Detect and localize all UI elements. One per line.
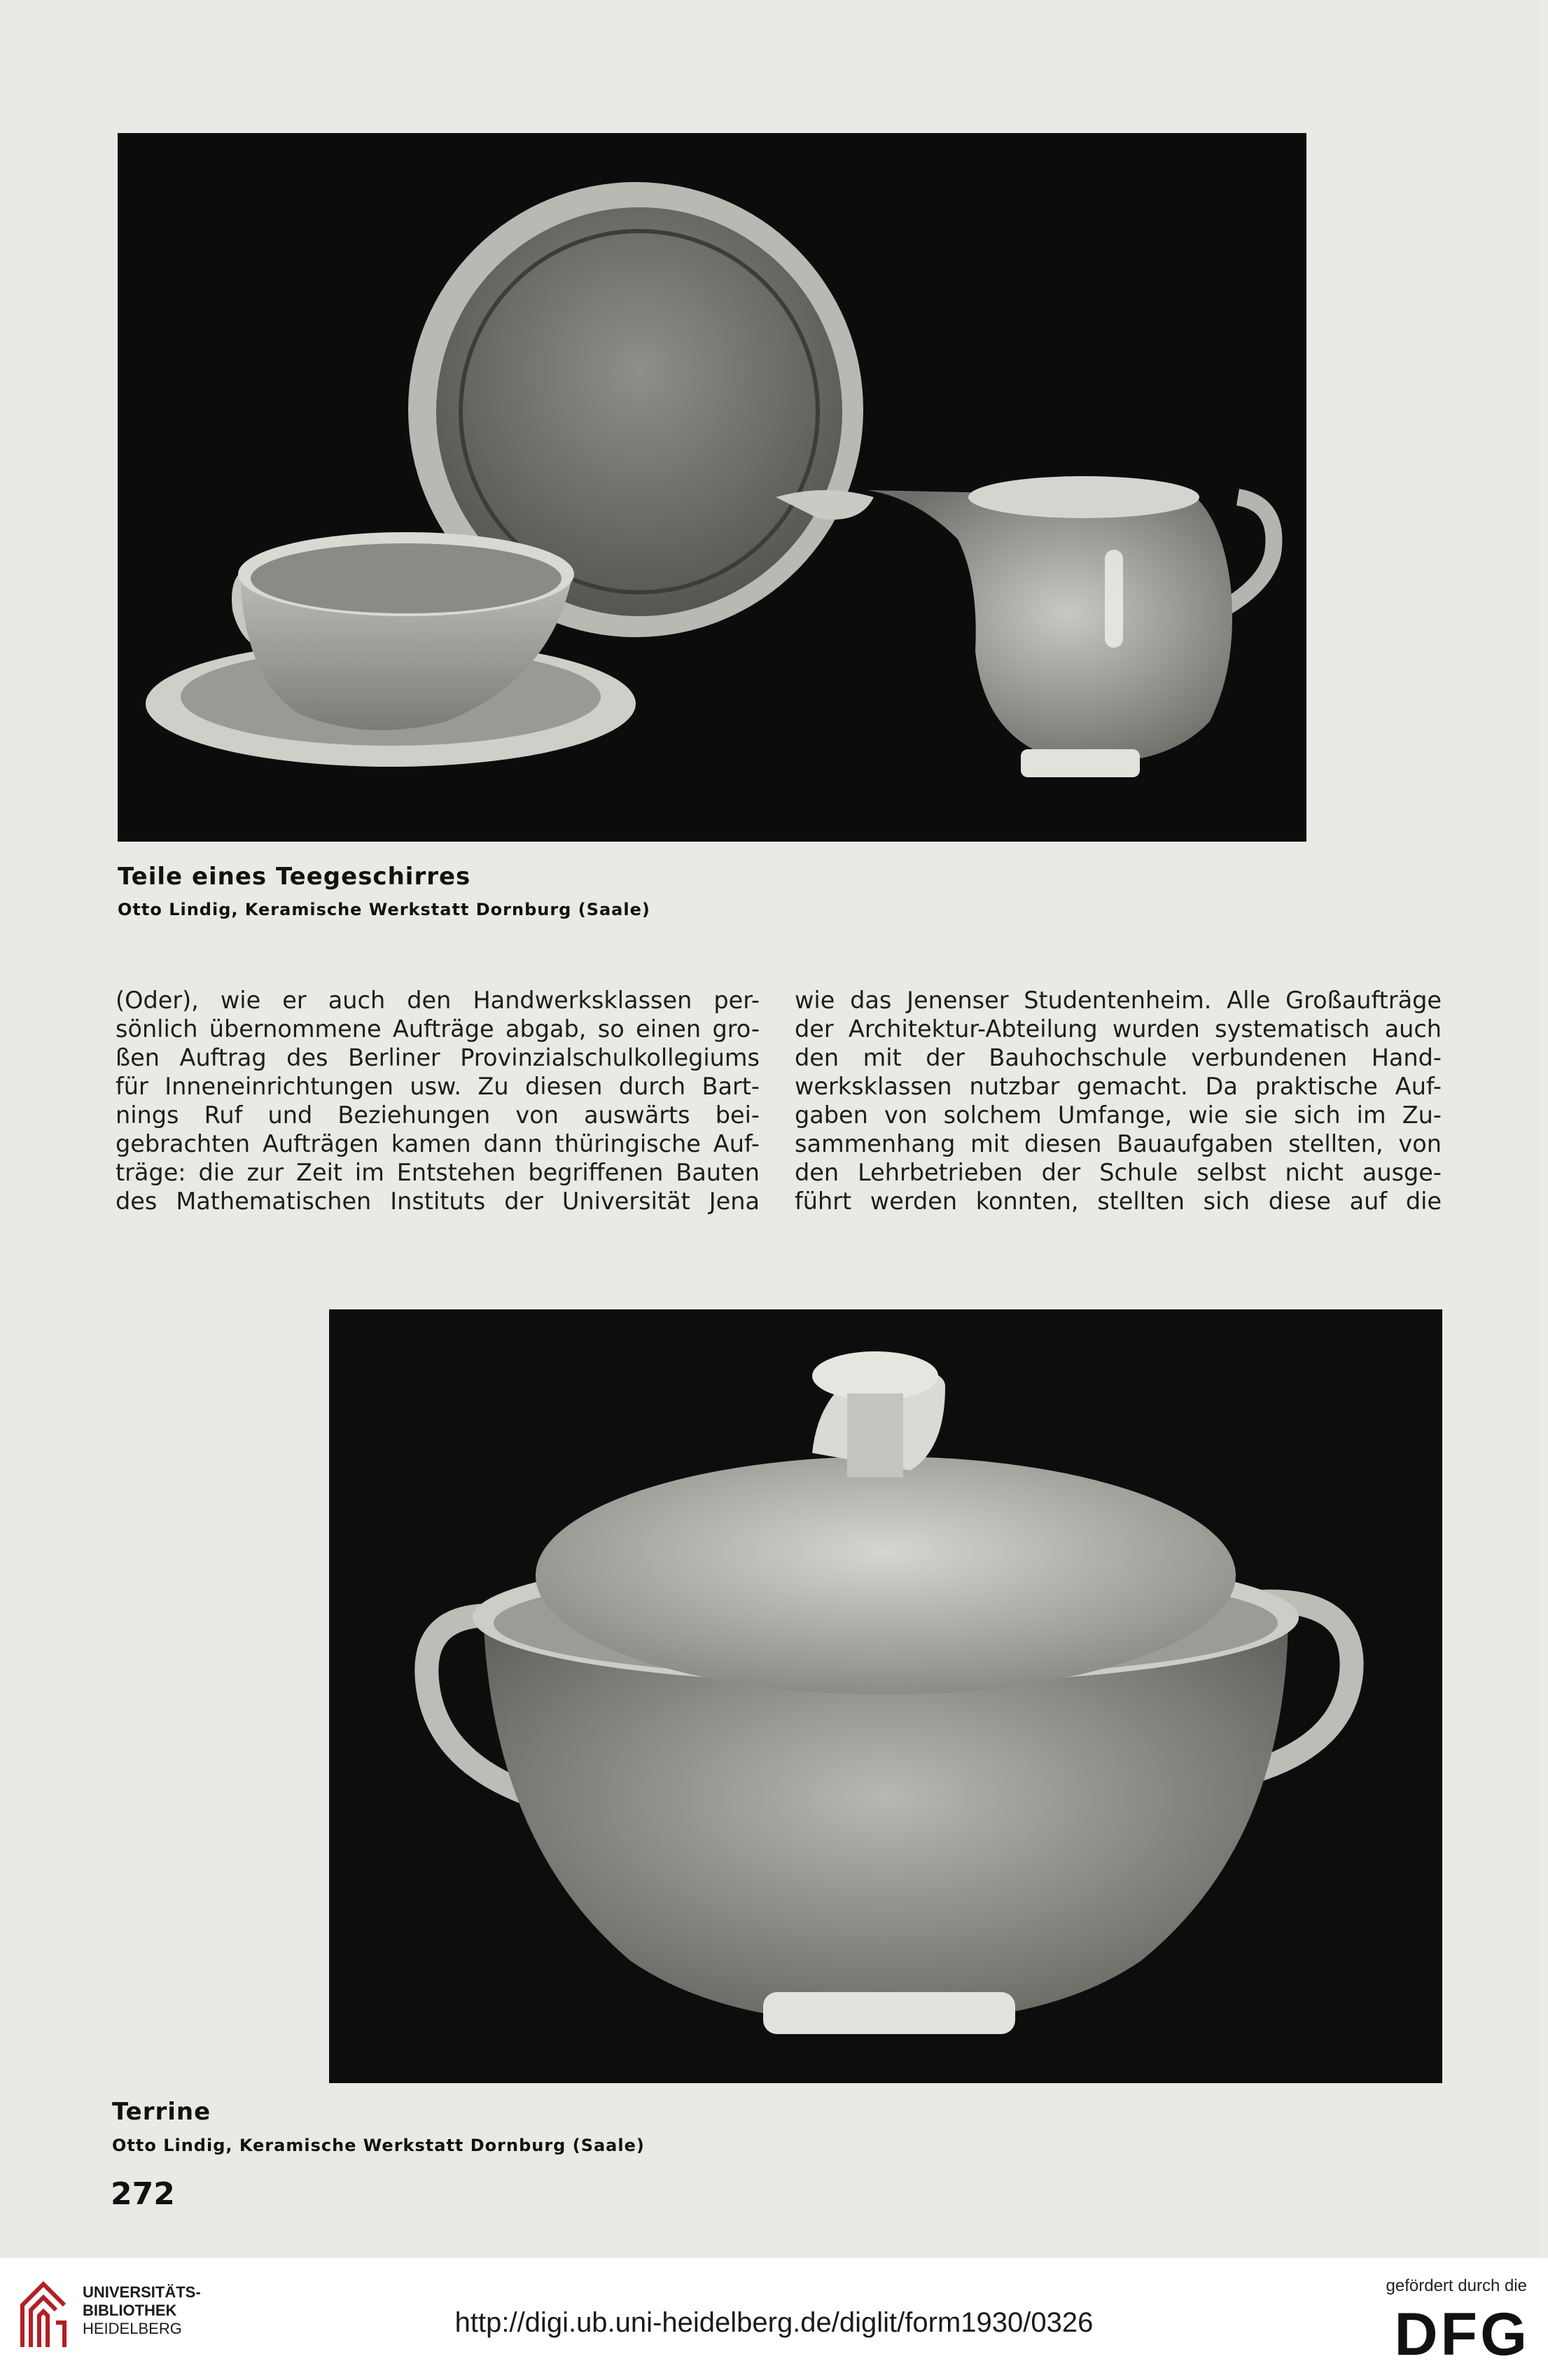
text-column-left [116, 986, 760, 1216]
figure1-caption-title: Teile eines Teegeschirres [118, 863, 471, 891]
tea-set-illustration [118, 133, 1306, 842]
text-line: (Oder), wie er auch den Handwerksklassen per- [116, 987, 760, 1014]
funding-note: gefördert durch die [1386, 2276, 1527, 2295]
tureen-illustration [329, 1309, 1442, 2083]
text-line: sönlich übernommene Aufträge abgab, so einen gro- [116, 1015, 760, 1043]
permalink-url[interactable]: http://digi.ub.uni-heidelberg.de/diglit/form1930/0326 [454, 2307, 1094, 2338]
text-line: träge: die zur Zeit im Entstehen begriffenen Bauten [116, 1159, 760, 1186]
figure2-caption-credit: Otto Lindig, Keramische Werkstatt Dornburg (Saale) [112, 2136, 645, 2155]
library-name-line: HEIDELBERG [83, 2320, 182, 2337]
figure1-caption-credit: Otto Lindig, Keramische Werkstatt Dornburg (Saale) [118, 900, 650, 919]
text-line: des Mathematischen Instituts der Universität Jena [116, 1188, 760, 1215]
figure2-caption-title: Terrine [112, 2098, 211, 2126]
text-line: führt werden konnten, stellten sich diese auf die [795, 1188, 1442, 1215]
text-line: der Architektur-Abteilung wurden systematisch auch [795, 1015, 1442, 1043]
library-name-line: BIBLIOTHEK [83, 2302, 177, 2319]
text-line: wie das Jenenser Studentenheim. Alle Großaufträge [795, 987, 1442, 1014]
page-number: 272 [111, 2176, 175, 2212]
text-line: werksklassen nutzbar gemacht. Da praktische Auf- [795, 1073, 1442, 1100]
text-line: den Lehrbetrieben der Schule selbst nicht ausge- [795, 1159, 1442, 1186]
tea-set-photo [118, 133, 1306, 842]
dfg-logo: DFG [1394, 2301, 1530, 2368]
text-column-right [795, 986, 1442, 1216]
text-line: gaben von solchem Umfange, wie sie sich im Zu- [795, 1101, 1442, 1129]
text-line: nings Ruf und Beziehungen von auswärts bei- [116, 1101, 760, 1129]
library-name-line: UNIVERSITÄTS- [83, 2283, 201, 2301]
text-line: gebrachten Aufträgen kamen dann thüringische Auf- [116, 1130, 760, 1157]
text-line: ßen Auftrag des Berliner Provinzialschulkollegiums [116, 1044, 760, 1071]
digitization-footer [0, 2258, 1548, 2380]
text-line: den mit der Bauhochschule verbundenen Hand- [795, 1044, 1442, 1071]
tureen-photo [329, 1309, 1442, 2083]
text-line: für Inneneinrichtungen usw. Zu diesen durch Bart- [116, 1073, 760, 1100]
text-line: sammenhang mit diesen Bauaufgaben stellten, von [795, 1130, 1442, 1157]
